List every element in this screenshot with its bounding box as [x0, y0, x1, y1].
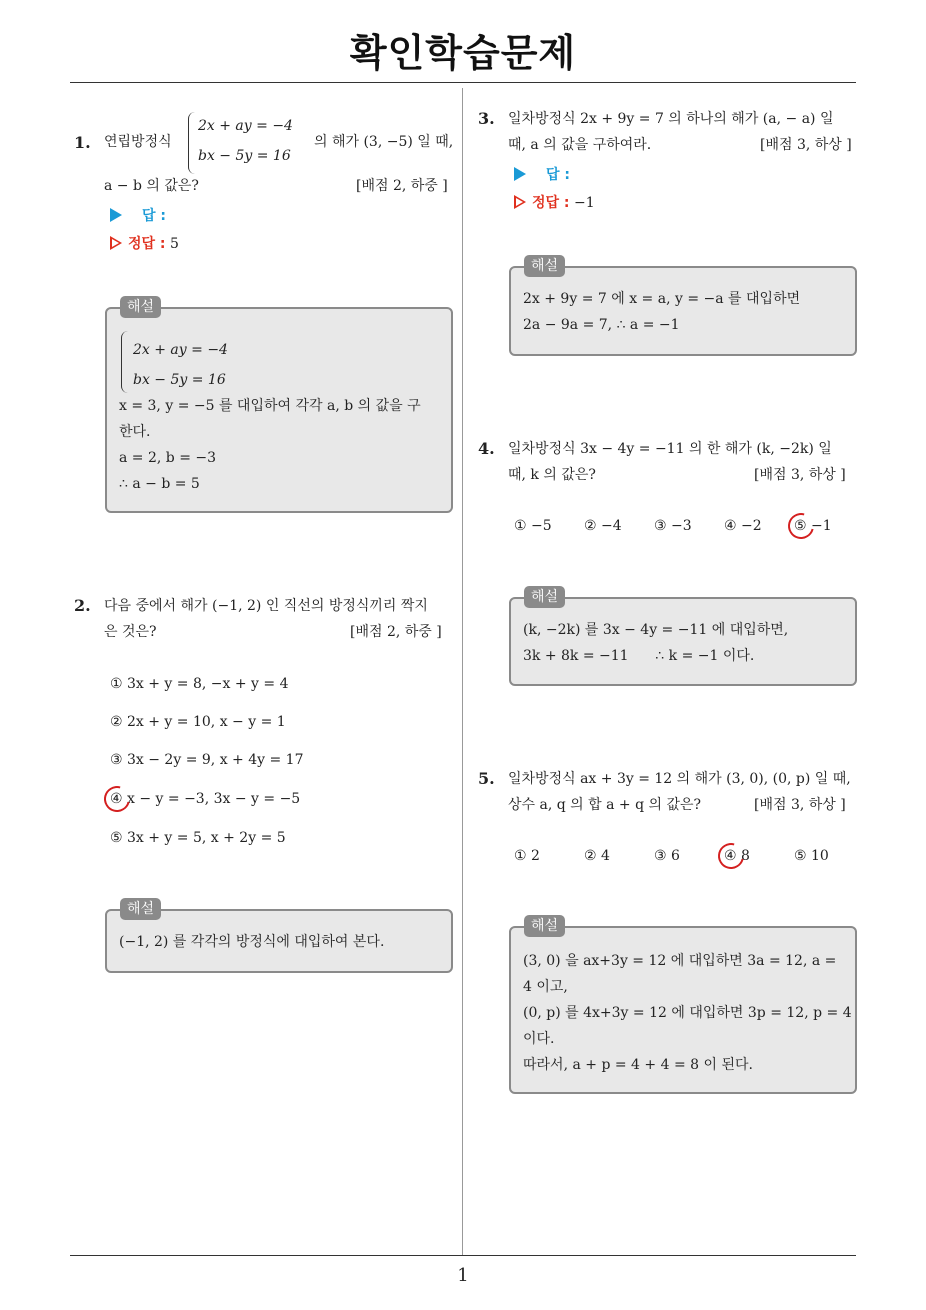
q4-option-1[interactable]: ① −5: [514, 518, 552, 534]
q3-correct-label: 정답 :: [532, 195, 570, 211]
outline-triangle-icon: [110, 236, 122, 250]
q3-answer-row: [514, 164, 570, 184]
q1-correct-row: [110, 233, 179, 253]
q1-exp-eq1: 2x + ay = −4: [133, 342, 228, 358]
q1-exp-line4: ∴ a − b = 5: [119, 476, 200, 492]
outline-triangle-icon: [514, 195, 526, 209]
q2-option-4[interactable]: ④ x − y = −3, 3x − y = −5: [110, 791, 301, 807]
q1-exp-line2: 한다.: [119, 424, 151, 440]
q1-pre: 연립방정식: [104, 134, 172, 150]
q5-exp-line5: 따라서, a + p = 4 + 4 = 8 이 된다.: [523, 1057, 753, 1073]
page-number: 1: [457, 1265, 469, 1286]
page-title: 확인학습문제: [349, 31, 577, 75]
q1-answer-row: [110, 205, 166, 225]
q4-explanation-box: [509, 597, 857, 686]
q4-line2: 때, k 의 값은?: [508, 467, 596, 483]
play-icon: [514, 167, 526, 181]
q2-option-5[interactable]: ⑤ 3x + y = 5, x + 2y = 5: [110, 830, 286, 846]
q3-correct-row: [514, 192, 595, 212]
q2-exp-line1: (−1, 2) 를 각각의 방정식에 대입하여 본다.: [119, 934, 385, 950]
q4-number: 4.: [478, 439, 495, 458]
q5-number: 5.: [478, 769, 495, 788]
q1-meta: [배점 2, 하중 ]: [356, 178, 448, 194]
column-divider: [462, 88, 463, 1256]
q3-exp-line2: 2a − 9a = 7, ∴ a = −1: [523, 317, 680, 333]
q4-meta: [배점 3, 하상 ]: [754, 467, 846, 483]
q5-option-4[interactable]: ④ 8: [724, 848, 750, 864]
q5-option-2[interactable]: ② 4: [584, 848, 610, 864]
q2-option-2[interactable]: ② 2x + y = 10, x − y = 1: [110, 714, 286, 730]
q4-selected-circle-mark: [783, 508, 819, 544]
q5-exp-line4: 이다.: [523, 1031, 555, 1047]
q1-exp-eq2: bx − 5y = 16: [133, 372, 226, 388]
q3-line1: 일차방정식 2x + 9y = 7 의 하나의 해가 (a, − a) 일: [508, 111, 834, 127]
q1-answer-label: 답 :: [142, 208, 166, 224]
q3-correct-value: −1: [573, 195, 595, 211]
q5-line2: 상수 a, q 의 합 a + q 의 값은?: [508, 797, 702, 813]
q5-exp-line3: (0, p) 를 4x+3y = 12 에 대입하면 3p = 12, p = 4: [523, 1005, 852, 1021]
q4-option-4[interactable]: ④ −2: [724, 518, 762, 534]
q5-explanation-box: [509, 926, 857, 1094]
q3-explanation-tag: 해설: [524, 255, 565, 277]
q3-answer-label: 답 :: [546, 167, 570, 183]
q5-option-1[interactable]: ① 2: [514, 848, 540, 864]
q2-meta: [배점 2, 하중 ]: [350, 624, 442, 640]
q4-line1: 일차방정식 3x − 4y = −11 의 한 해가 (k, −2k) 일: [508, 441, 832, 457]
q1-exp-line3: a = 2, b = −3: [119, 450, 217, 466]
top-rule: [70, 82, 856, 83]
q3-exp-line1: 2x + 9y = 7 에 x = a, y = −a 를 대입하면: [523, 291, 801, 307]
q2-explanation-tag: 해설: [120, 898, 161, 920]
q2-option-1[interactable]: ① 3x + y = 8, −x + y = 4: [110, 676, 289, 692]
q1-eq1: 2x + ay = −4: [198, 118, 293, 134]
q2-selected-circle-mark: [99, 781, 135, 817]
q1-brace: [188, 112, 195, 174]
q3-meta: [배점 3, 하상 ]: [760, 137, 852, 153]
q4-explanation-tag: 해설: [524, 586, 565, 608]
q1-correct-value: 5: [169, 236, 179, 252]
play-icon: [110, 208, 122, 222]
q1-eq2: bx − 5y = 16: [198, 148, 291, 164]
q4-option-3[interactable]: ③ −3: [654, 518, 692, 534]
q5-line1: 일차방정식 ax + 3y = 12 의 해가 (3, 0), (0, p) 일 때,: [508, 771, 851, 787]
q2-line2: 은 것은?: [104, 624, 157, 640]
q3-number: 3.: [478, 109, 495, 128]
q2-option-3[interactable]: ③ 3x − 2y = 9, x + 4y = 17: [110, 752, 304, 768]
q1-line2: a − b 의 값은?: [104, 178, 199, 194]
q5-explanation-tag: 해설: [524, 915, 565, 937]
q1-number: 1.: [74, 133, 91, 152]
q1-explanation-tag: 해설: [120, 296, 161, 318]
q1-correct-label: 정답 :: [128, 236, 166, 252]
q5-selected-circle-mark: [713, 838, 749, 874]
q5-option-5[interactable]: ⑤ 10: [794, 848, 829, 864]
q5-option-3[interactable]: ③ 6: [654, 848, 680, 864]
q1-post: 의 해가 (3, −5) 일 때,: [314, 134, 454, 150]
q4-exp-line1: (k, −2k) 를 3x − 4y = −11 에 대입하면,: [523, 622, 789, 638]
q3-line2: 때, a 의 값을 구하여라.: [508, 137, 652, 153]
q3-explanation-box: [509, 266, 857, 356]
q1-exp-brace: [121, 331, 128, 393]
q2-number: 2.: [74, 596, 91, 615]
q1-explanation-box: [105, 307, 453, 513]
q4-exp-line2: 3k + 8k = −11 ∴ k = −1 이다.: [523, 648, 755, 664]
q5-meta: [배점 3, 하상 ]: [754, 797, 846, 813]
q4-option-5[interactable]: ⑤ −1: [794, 518, 832, 534]
q5-exp-line2: 4 이고,: [523, 979, 568, 995]
q4-option-2[interactable]: ② −4: [584, 518, 622, 534]
q5-exp-line1: (3, 0) 을 ax+3y = 12 에 대입하면 3a = 12, a =: [523, 953, 837, 969]
q2-line1: 다음 중에서 해가 (−1, 2) 인 직선의 방정식끼리 짝지: [104, 598, 428, 614]
q1-exp-line1: x = 3, y = −5 를 대입하여 각각 a, b 의 값을 구: [119, 398, 421, 414]
bottom-rule: [70, 1255, 856, 1256]
